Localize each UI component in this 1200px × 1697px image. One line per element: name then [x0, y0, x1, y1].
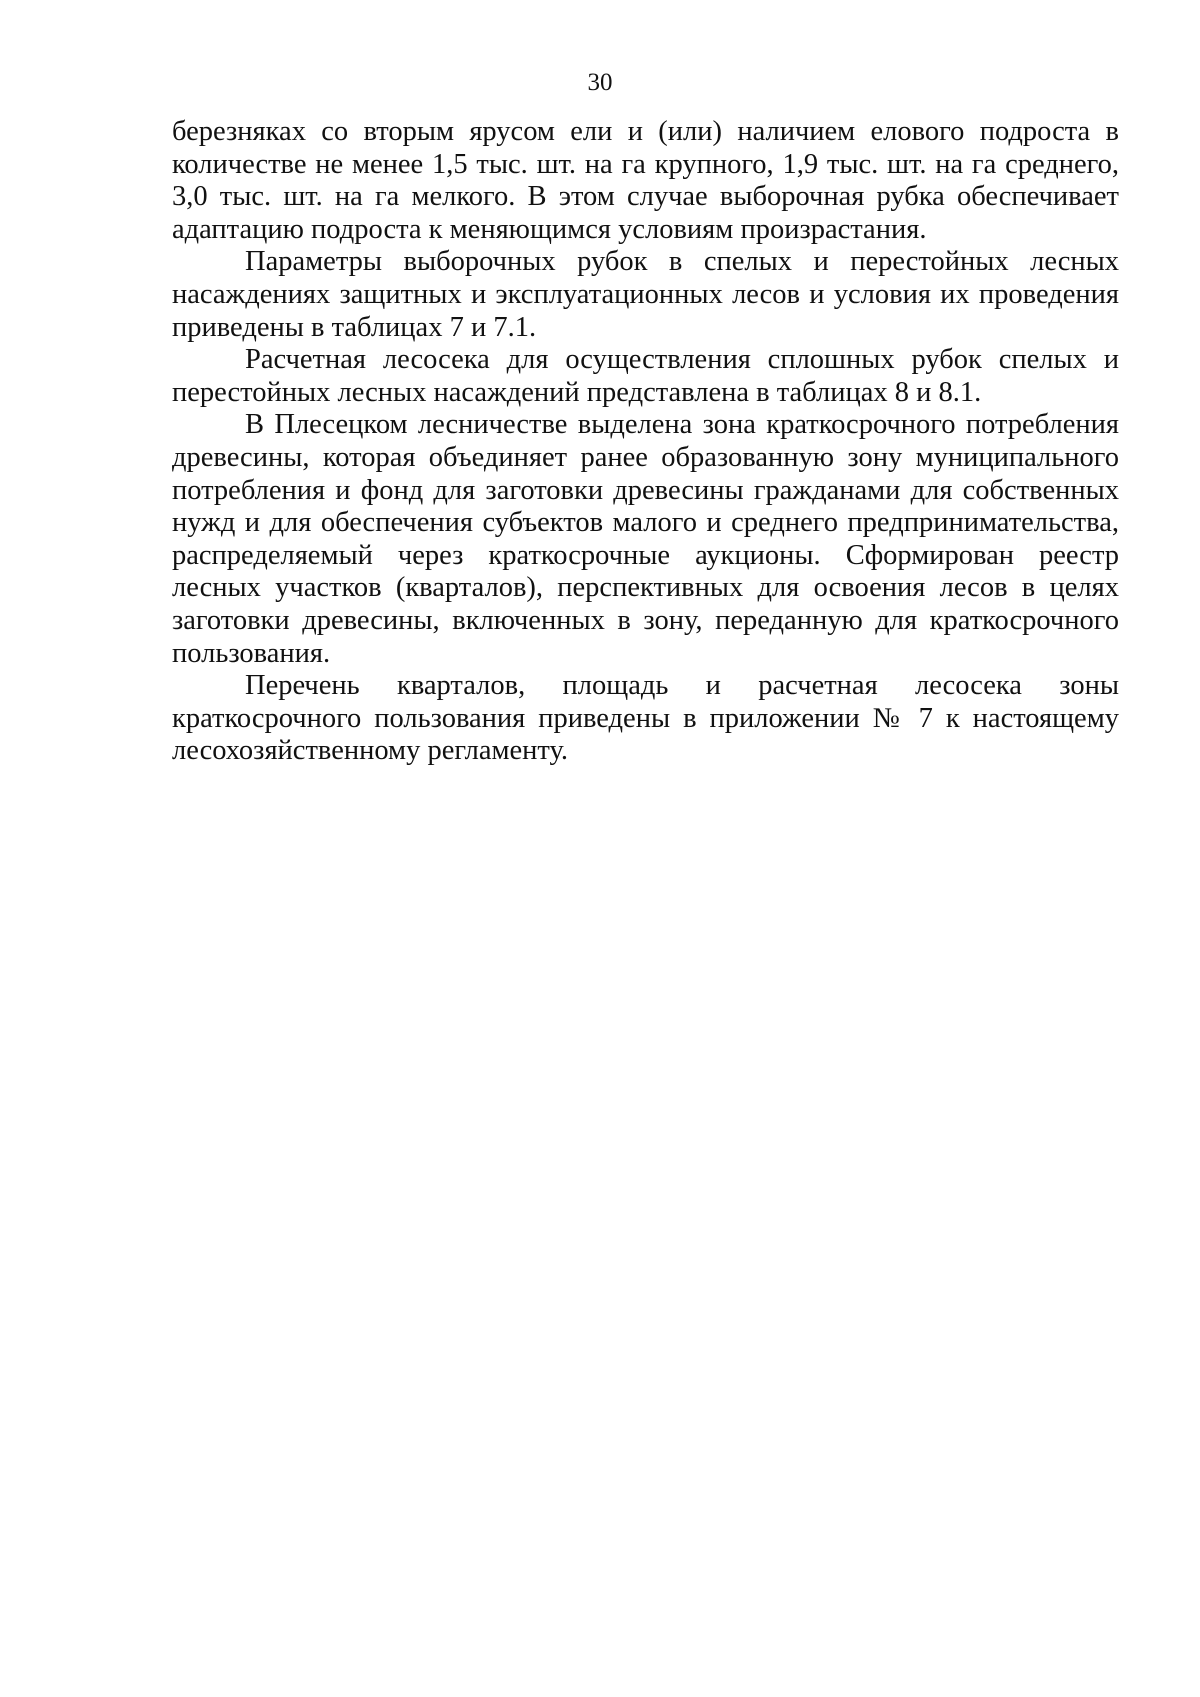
paragraph-short-term-zone: В Плесецком лесничестве выделена зона краткосрочного потребления древесины, которая объединяет ранее образованную зону муниципального потребления и фонд для заготовки древесины гражданами для собственных нужд и для обеспечения субъектов малого и среднего предпринимательства, распределяемый через краткосрочные аукционы. Сформирован реестр лесных участков (кварталов), перспективных для освоения лесов в целях заготовки древесины, включенных в зону, переданную для краткосрочного пользования. [172, 409, 1119, 669]
page-number: 30 [587, 69, 613, 96]
paragraph-quarters-list: Перечень кварталов, площадь и расчетная лесосека зоны краткосрочного пользования приведены в приложении № 7 к настоящему лесохозяйственному регламенту. [172, 670, 1119, 767]
paragraph-continuation: березняках со вторым ярусом ели и (или) наличием елового подроста в количестве не менее 1,5 тыс. шт. на га крупного, 1,9 тыс. шт. на га среднего, 3,0 тыс. шт. на га мелкого. В этом случае выборочная рубка обеспечивает адаптацию подроста к меняющимся условиям произрастания. [172, 116, 1119, 245]
document-body [172, 116, 1119, 768]
paragraph-selective-felling-parameters: Параметры выборочных рубок в спелых и перестойных лесных насаждениях защитных и эксплуатационных лесов и условия их проведения приведены в таблицах 7 и 7.1. [172, 246, 1119, 343]
paragraph-clear-felling-estimate: Расчетная лесосека для осуществления сплошных рубок спелых и перестойных лесных насаждений представлена в таблицах 8 и 8.1. [172, 344, 1119, 408]
